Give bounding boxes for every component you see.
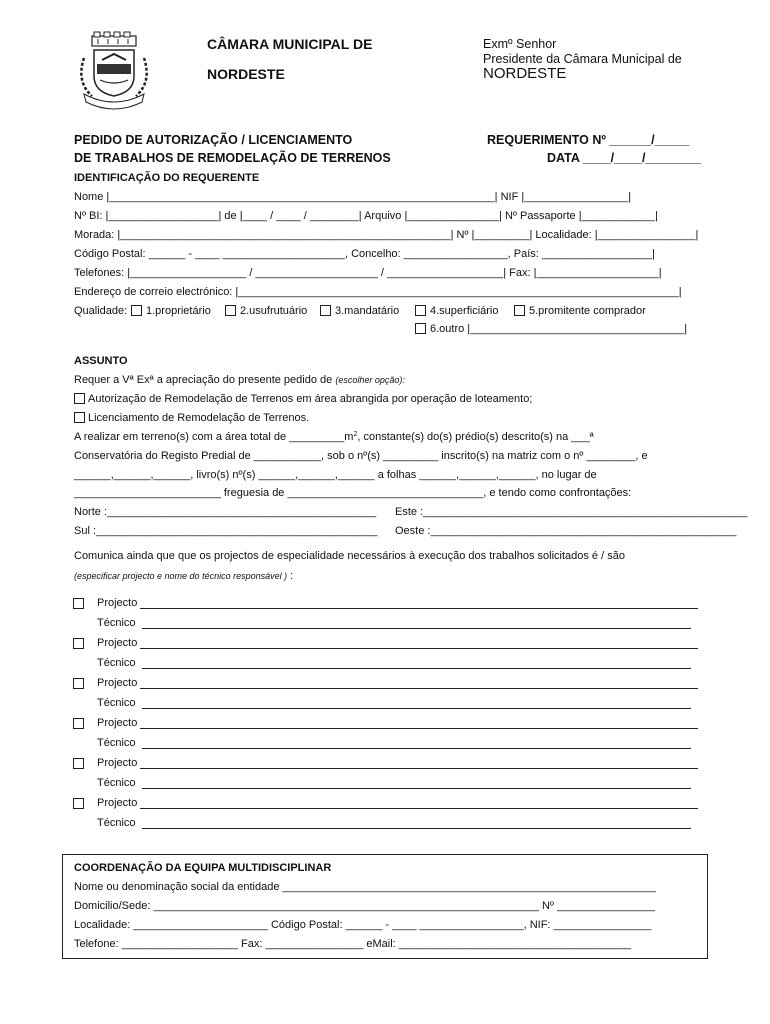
projecto-label: Projecto bbox=[97, 797, 138, 809]
projecto-line[interactable] bbox=[140, 728, 698, 729]
tecnico-line[interactable] bbox=[142, 628, 691, 629]
qualidade-option-2: 2.usufrutuário bbox=[240, 305, 308, 317]
coordenacao-telefone-field[interactable]: Telefone: ___________________ Fax: ________________ eMail: ______________________________________ bbox=[74, 938, 632, 950]
request-text-main: Requer a Vª Exª a apreciação do presente pedido de bbox=[74, 374, 333, 386]
tecnico-line[interactable] bbox=[142, 708, 691, 709]
qualidade-outro[interactable]: 6.outro |___________________________________| bbox=[430, 323, 688, 335]
projecto-checkbox[interactable] bbox=[73, 798, 84, 809]
tecnico-label: Técnico bbox=[97, 657, 136, 669]
option-autorizacao-checkbox[interactable] bbox=[74, 393, 85, 404]
projecto-label: Projecto bbox=[97, 717, 138, 729]
qualidade-checkbox-6[interactable] bbox=[415, 323, 426, 334]
addressee-line2: Presidente da Câmara Municipal de bbox=[483, 52, 682, 66]
tecnico-label: Técnico bbox=[97, 617, 136, 629]
paragraph-line1[interactable] bbox=[74, 431, 594, 443]
tecnico-label: Técnico bbox=[97, 737, 136, 749]
projecto-checkbox[interactable] bbox=[73, 718, 84, 729]
form-title-line1: PEDIDO DE AUTORIZAÇÃO / LICENCIAMENTO bbox=[74, 133, 353, 147]
form-title-line2: DE TRABALHOS DE REMODELAÇÃO DE TERRENOS bbox=[74, 151, 391, 165]
assunto-heading: ASSUNTO bbox=[74, 355, 128, 367]
sul-field[interactable]: Sul :______________________________________________ bbox=[74, 525, 378, 537]
request-hint: (escolher opção): bbox=[335, 375, 405, 385]
projecto-label: Projecto bbox=[97, 677, 138, 689]
norte-field[interactable]: Norte :____________________________________________ bbox=[74, 506, 377, 518]
projecto-checkbox[interactable] bbox=[73, 678, 84, 689]
qualidade-label: Qualidade: bbox=[74, 305, 128, 317]
qualidade-option-4: 4.superficiário bbox=[430, 305, 499, 317]
projecto-label: Projecto bbox=[97, 637, 138, 649]
header-title-line1: CÂMARA MUNICIPAL DE bbox=[207, 36, 373, 52]
coordenacao-localidade-field[interactable]: Localidade: ______________________ Código Postal: ______ - ____ _________________, NIF: ________________ bbox=[74, 919, 652, 931]
paragraph-line4[interactable]: ________________________ freguesia de ________________________________, e tendo como confrontações: bbox=[74, 487, 632, 499]
date-field[interactable]: DATA ____/____/________ bbox=[547, 151, 702, 165]
comunica-colon: : bbox=[290, 570, 294, 582]
tecnico-line[interactable] bbox=[142, 748, 691, 749]
option-licenciamento-label: Licenciamento de Remodelação de Terrenos. bbox=[88, 412, 310, 424]
header-title-line2: NORDESTE bbox=[207, 66, 285, 82]
nome-field[interactable]: Nome |_______________________________________________________________| NIF |_________________| bbox=[74, 191, 632, 203]
option-licenciamento-checkbox[interactable] bbox=[74, 412, 85, 423]
projecto-checkbox[interactable] bbox=[73, 598, 84, 609]
comunica-hint-row bbox=[74, 570, 293, 582]
para1-superscript: 2 bbox=[353, 431, 358, 438]
qualidade-checkbox-5[interactable] bbox=[514, 305, 525, 316]
qualidade-checkbox-4[interactable] bbox=[415, 305, 426, 316]
projecto-line[interactable] bbox=[140, 808, 698, 809]
bi-field[interactable]: Nº BI: |__________________| de |____ / ____ / ________| Arquivo |_______________| Nº Passaporte |____________| bbox=[74, 210, 658, 222]
projecto-label: Projecto bbox=[97, 757, 138, 769]
qualidade-checkbox-1[interactable] bbox=[131, 305, 142, 316]
projecto-checkbox[interactable] bbox=[73, 638, 84, 649]
telefones-field[interactable]: Telefones: |___________________ / ____________________ / ___________________| Fax: |____________________| bbox=[74, 267, 662, 279]
coordenacao-nome-field[interactable]: Nome ou denominação social da entidade _____________________________________________________________ bbox=[74, 881, 656, 893]
crest-icon bbox=[72, 30, 156, 110]
requerimento-number[interactable]: REQUERIMENTO Nº ______/_____ bbox=[487, 133, 690, 147]
paragraph-line3[interactable]: ______,______,______, livro(s) nº(s) ______,______,______ a folhas ______,______,______, no lugar de bbox=[74, 469, 597, 481]
identification-heading: IDENTIFICAÇÃO DO REQUERENTE bbox=[74, 172, 260, 184]
projecto-line[interactable] bbox=[140, 648, 698, 649]
qualidade-option-1: 1.proprietário bbox=[146, 305, 211, 317]
municipal-crest bbox=[72, 30, 156, 110]
projecto-line[interactable] bbox=[140, 688, 698, 689]
addressee-line1: Exmº Senhor bbox=[483, 37, 557, 51]
projecto-line[interactable] bbox=[140, 768, 698, 769]
qualidade-option-3: 3.mandatário bbox=[335, 305, 400, 317]
coordenacao-domicilio-field[interactable]: Domicilio/Sede: _______________________________________________________________ Nº ________________ bbox=[74, 900, 655, 912]
oeste-field[interactable]: Oeste :__________________________________________________ bbox=[395, 525, 737, 537]
tecnico-line[interactable] bbox=[142, 828, 691, 829]
tecnico-label: Técnico bbox=[97, 777, 136, 789]
projecto-line[interactable] bbox=[140, 608, 698, 609]
projecto-checkbox[interactable] bbox=[73, 758, 84, 769]
para1-text-a: A realizar em terreno(s) com a área total de _________m bbox=[74, 431, 354, 443]
paragraph-line2[interactable]: Conservatória do Registo Predial de ___________, sob o nº(s) _________ inscrito(s) na matriz com o nº ________, e bbox=[74, 450, 648, 462]
codigo-postal-field[interactable]: Código Postal: ______ - ____ ____________________, Concelho: _________________, País: __________________| bbox=[74, 248, 655, 260]
qualidade-checkbox-3[interactable] bbox=[320, 305, 331, 316]
email-field[interactable]: Endereço de correio electrónico: |________________________________________________________________________| bbox=[74, 286, 682, 298]
qualidade-option-5: 5.promitente comprador bbox=[529, 305, 646, 317]
request-text bbox=[74, 374, 405, 386]
morada-field[interactable]: Morada: |______________________________________________________| Nº |_________| Localidade: |________________| bbox=[74, 229, 699, 241]
comunica-hint: (especificar projecto e nome do técnico responsável ) bbox=[74, 571, 288, 581]
comunica-text: Comunica ainda que que os projectos de especialidade necessários à execução dos trabalhos solicitados é / são bbox=[74, 550, 625, 562]
option-autorizacao-label: Autorização de Remodelação de Terrenos em área abrangida por operação de loteamento; bbox=[88, 393, 533, 405]
projecto-label: Projecto bbox=[97, 597, 138, 609]
tecnico-line[interactable] bbox=[142, 668, 691, 669]
este-field[interactable]: Este :_____________________________________________________ bbox=[395, 506, 748, 518]
coordenacao-heading: COORDENAÇÃO DA EQUIPA MULTIDISCIPLINAR bbox=[74, 862, 332, 874]
addressee-line3: NORDESTE bbox=[483, 65, 567, 82]
tecnico-label: Técnico bbox=[97, 697, 136, 709]
qualidade-checkbox-2[interactable] bbox=[225, 305, 236, 316]
tecnico-label: Técnico bbox=[97, 817, 136, 829]
tecnico-line[interactable] bbox=[142, 788, 691, 789]
para1-text-b: , constante(s) do(s) prédio(s) descrito(s) na ___ª bbox=[357, 431, 594, 443]
